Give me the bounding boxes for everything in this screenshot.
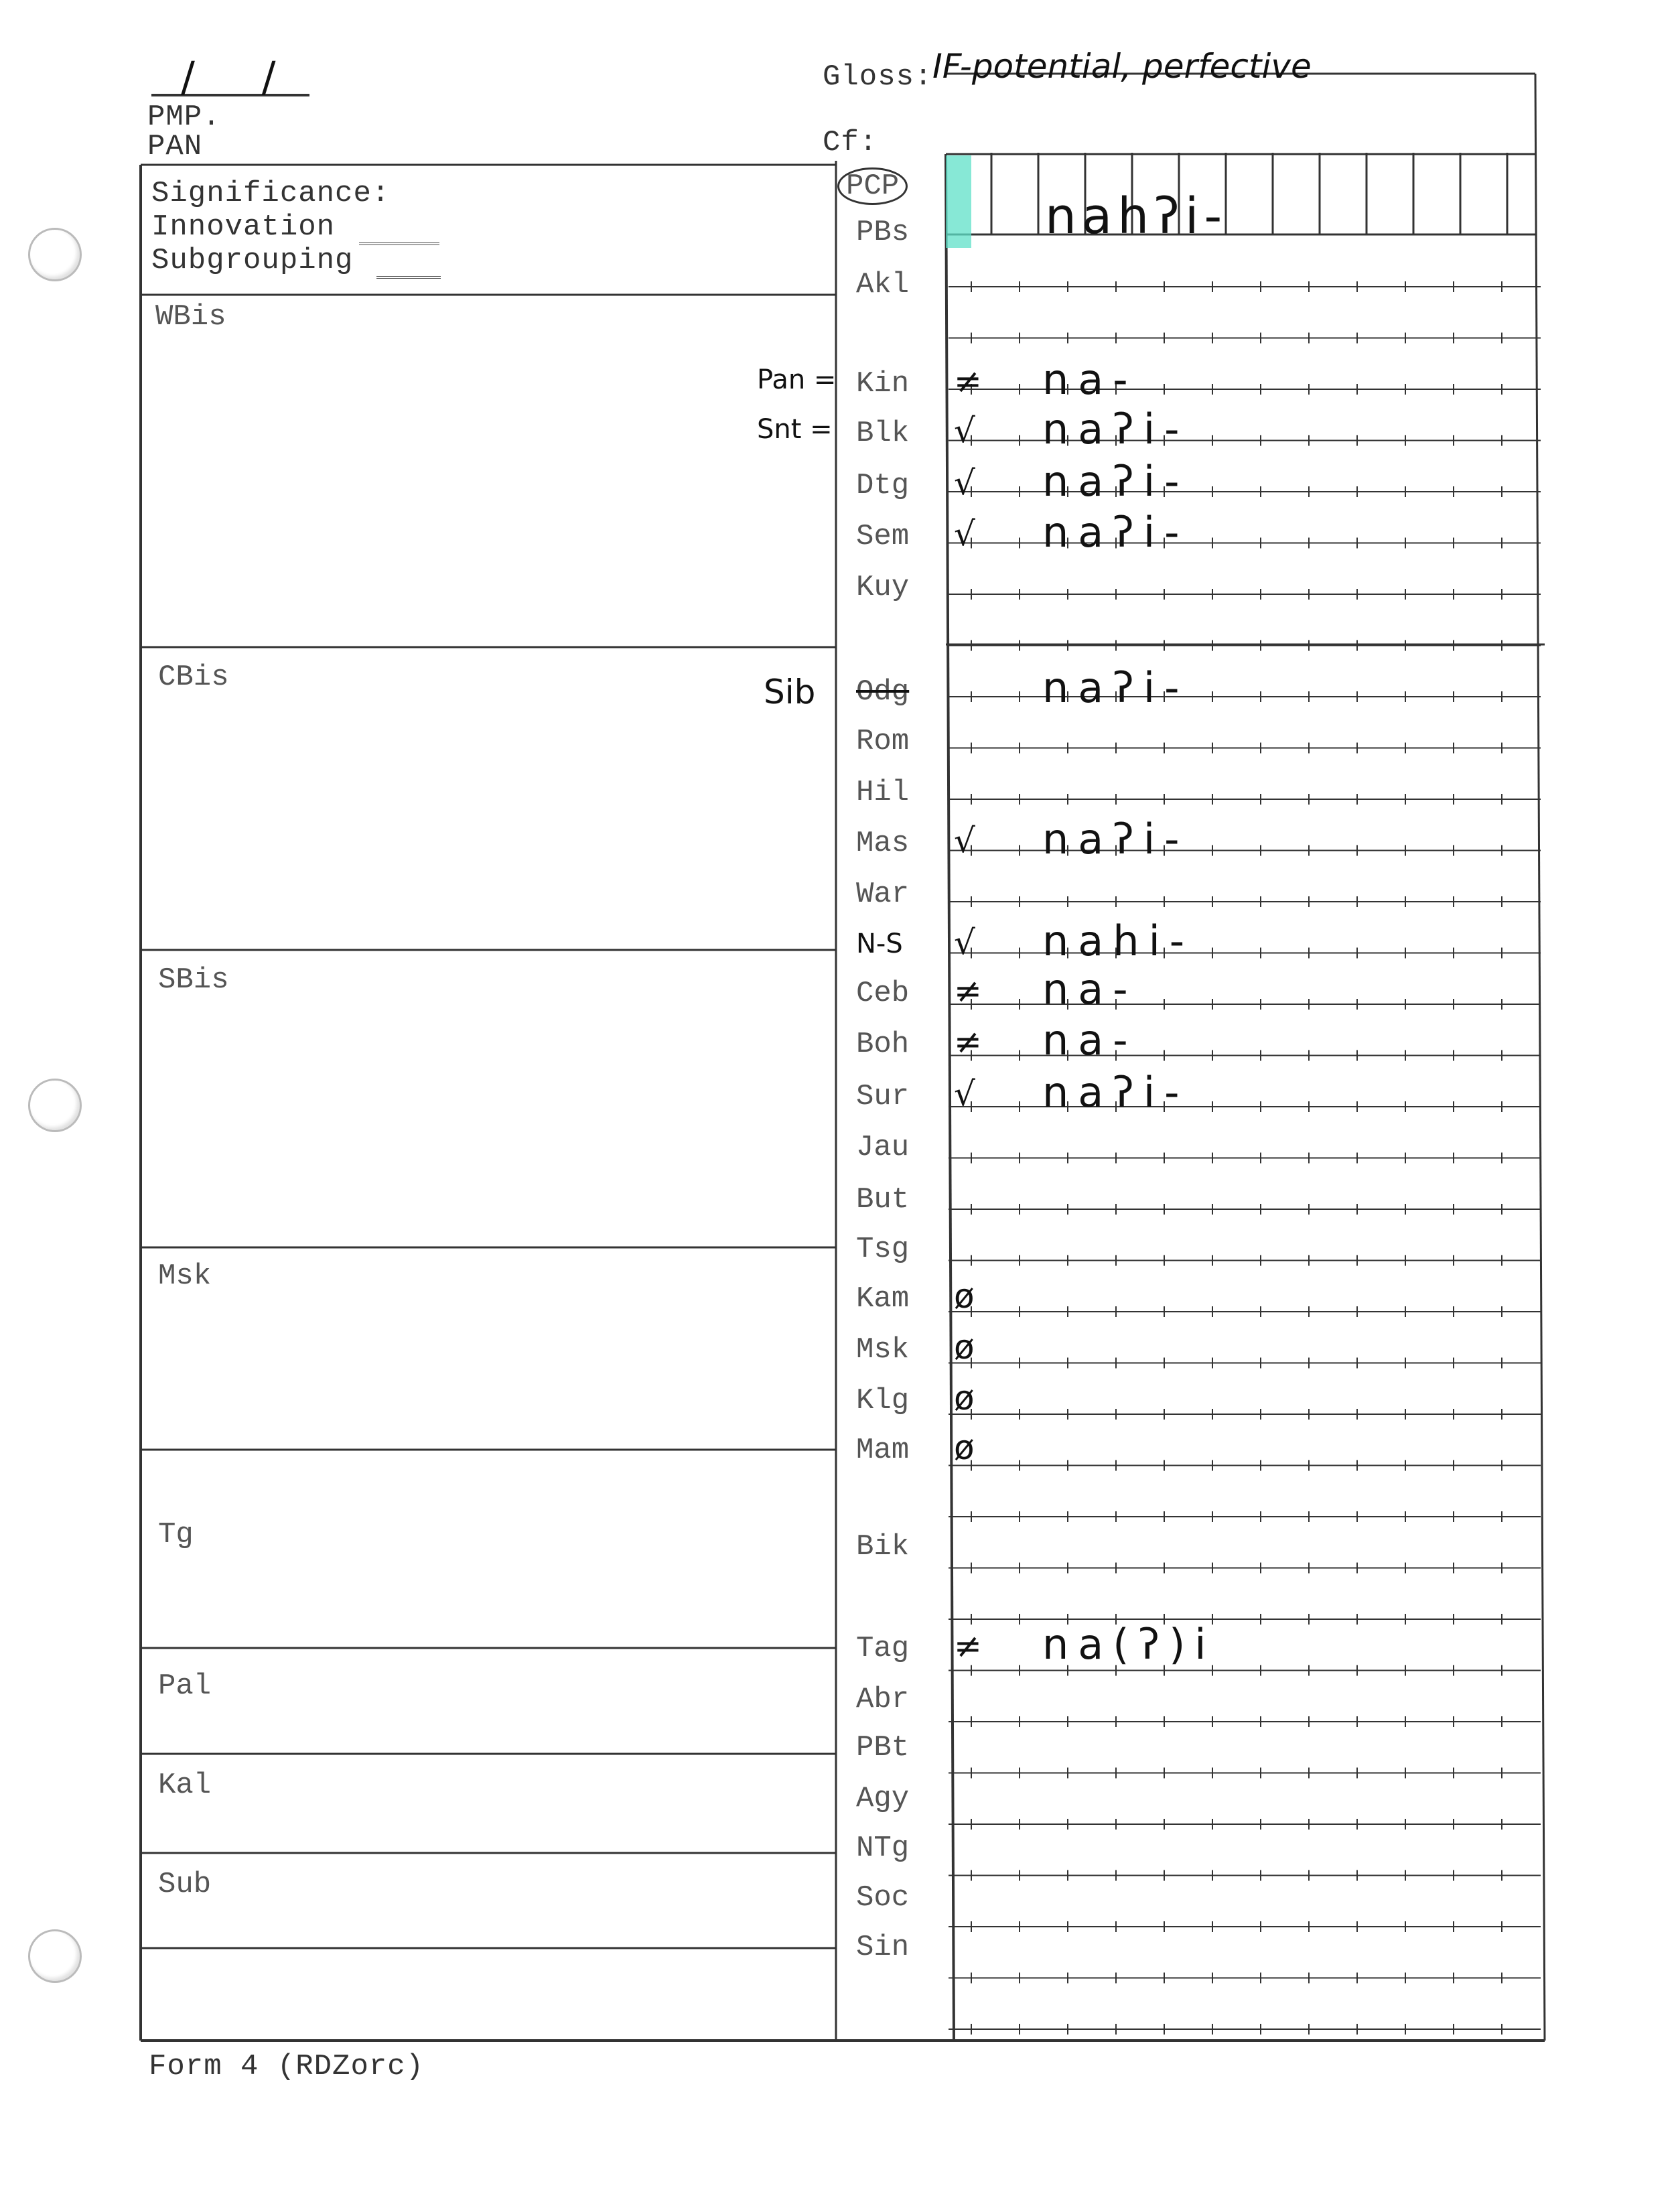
language-mark: √ <box>954 411 975 450</box>
pmp-label: PMP. <box>147 100 221 134</box>
language-code-pbt: PBt <box>856 1731 910 1765</box>
gloss-value: IF-potential, perfective <box>932 47 1312 86</box>
language-note: Snt = <box>757 414 833 445</box>
innovation-blank <box>359 243 439 245</box>
language-code-jau: Jau <box>856 1131 910 1164</box>
language-mark: ø <box>954 1328 975 1367</box>
language-form: naʔi- <box>1042 457 1189 506</box>
language-form: na- <box>1042 1016 1137 1064</box>
highlight-marker <box>946 155 971 248</box>
language-form: na- <box>1042 355 1137 404</box>
language-form: naʔi- <box>1042 815 1189 864</box>
language-code-rom: Rom <box>856 725 910 758</box>
language-code-but: But <box>856 1183 910 1217</box>
language-code-kuy: Kuy <box>856 571 910 604</box>
language-code-bik: Bik <box>856 1530 910 1564</box>
group-label-msk: Msk <box>158 1259 212 1293</box>
language-code-boh: Boh <box>856 1028 910 1061</box>
pan-label: PAN <box>147 130 203 163</box>
language-code-agy: Agy <box>856 1782 910 1815</box>
language-form: na(ʔ)i <box>1042 1620 1216 1669</box>
language-code-kam: Kam <box>856 1282 910 1316</box>
group-label-sbis: SBis <box>158 963 229 997</box>
language-form: naʔi- <box>1042 405 1189 454</box>
group-label-sub: Sub <box>158 1868 212 1901</box>
language-code-klg: Klg <box>856 1384 910 1418</box>
language-code-war: War <box>856 878 910 911</box>
language-form: na- <box>1042 965 1137 1014</box>
language-mark: ≠ <box>954 362 982 401</box>
language-form: naʔi- <box>1042 1068 1189 1117</box>
language-code-n-s: N-S <box>856 928 903 959</box>
significance-title: Significance: <box>151 177 391 210</box>
language-mark: √ <box>954 821 975 860</box>
group-label-pal: Pal <box>158 1669 212 1703</box>
language-mark: √ <box>954 923 975 962</box>
language-note: Sib <box>764 673 816 711</box>
date-marks: / / <box>181 52 303 101</box>
language-mark: ø <box>954 1277 975 1316</box>
cf-label: Cf: <box>823 126 878 159</box>
language-code-pcp: PCP <box>837 167 908 205</box>
language-form: nahi- <box>1042 916 1194 965</box>
language-mark: ≠ <box>954 971 982 1010</box>
language-mark: ≠ <box>954 1022 982 1061</box>
language-code-msk: Msk <box>856 1333 910 1367</box>
language-code-kin: Kin <box>856 367 910 401</box>
language-note: Pan = <box>757 364 837 395</box>
language-code-sin: Sin <box>856 1931 910 1964</box>
language-mark: ø <box>954 1379 975 1418</box>
language-mark: √ <box>954 464 975 502</box>
group-label-wbis: WBis <box>155 300 226 334</box>
language-mark: √ <box>954 1075 975 1113</box>
language-code-mas: Mas <box>856 827 910 860</box>
language-code-ntg: NTg <box>856 1832 910 1865</box>
frame-right <box>1535 74 1545 2041</box>
group-label-kal: Kal <box>158 1769 212 1802</box>
language-form: naʔi- <box>1042 663 1189 712</box>
language-code-mam: Mam <box>856 1434 910 1467</box>
language-code-pbs: PBs <box>856 216 910 249</box>
language-code-abr: Abr <box>856 1683 910 1716</box>
language-form: naʔi- <box>1042 508 1189 557</box>
language-code-tag: Tag <box>856 1632 910 1665</box>
language-code-blk: Blk <box>856 417 910 450</box>
language-code-sem: Sem <box>856 520 910 553</box>
language-code-odg: Odg <box>856 675 910 709</box>
language-code-hil: Hil <box>856 776 910 809</box>
language-code-dtg: Dtg <box>856 469 910 502</box>
language-code-soc: Soc <box>856 1881 910 1915</box>
language-code-sur: Sur <box>856 1080 910 1113</box>
language-mark: √ <box>954 514 975 553</box>
language-code-akl: Akl <box>856 268 910 301</box>
subgrouping-blank <box>376 276 441 279</box>
language-mark: ≠ <box>954 1627 982 1665</box>
language-form: nahʔi- <box>1045 188 1228 245</box>
subgrouping-label: Subgrouping <box>151 244 354 277</box>
innovation-label: Innovation <box>151 210 336 244</box>
entry-column-left <box>946 154 954 2041</box>
language-mark: ø <box>954 1428 975 1467</box>
group-label-tg: Tg <box>158 1518 194 1552</box>
language-code-tsg: Tsg <box>856 1233 910 1266</box>
gloss-label: Gloss: <box>823 60 933 94</box>
language-code-ceb: Ceb <box>856 977 910 1010</box>
form-footer: Form 4 (RDZorc) <box>149 2050 425 2083</box>
group-label-cbis: CBis <box>158 661 229 694</box>
